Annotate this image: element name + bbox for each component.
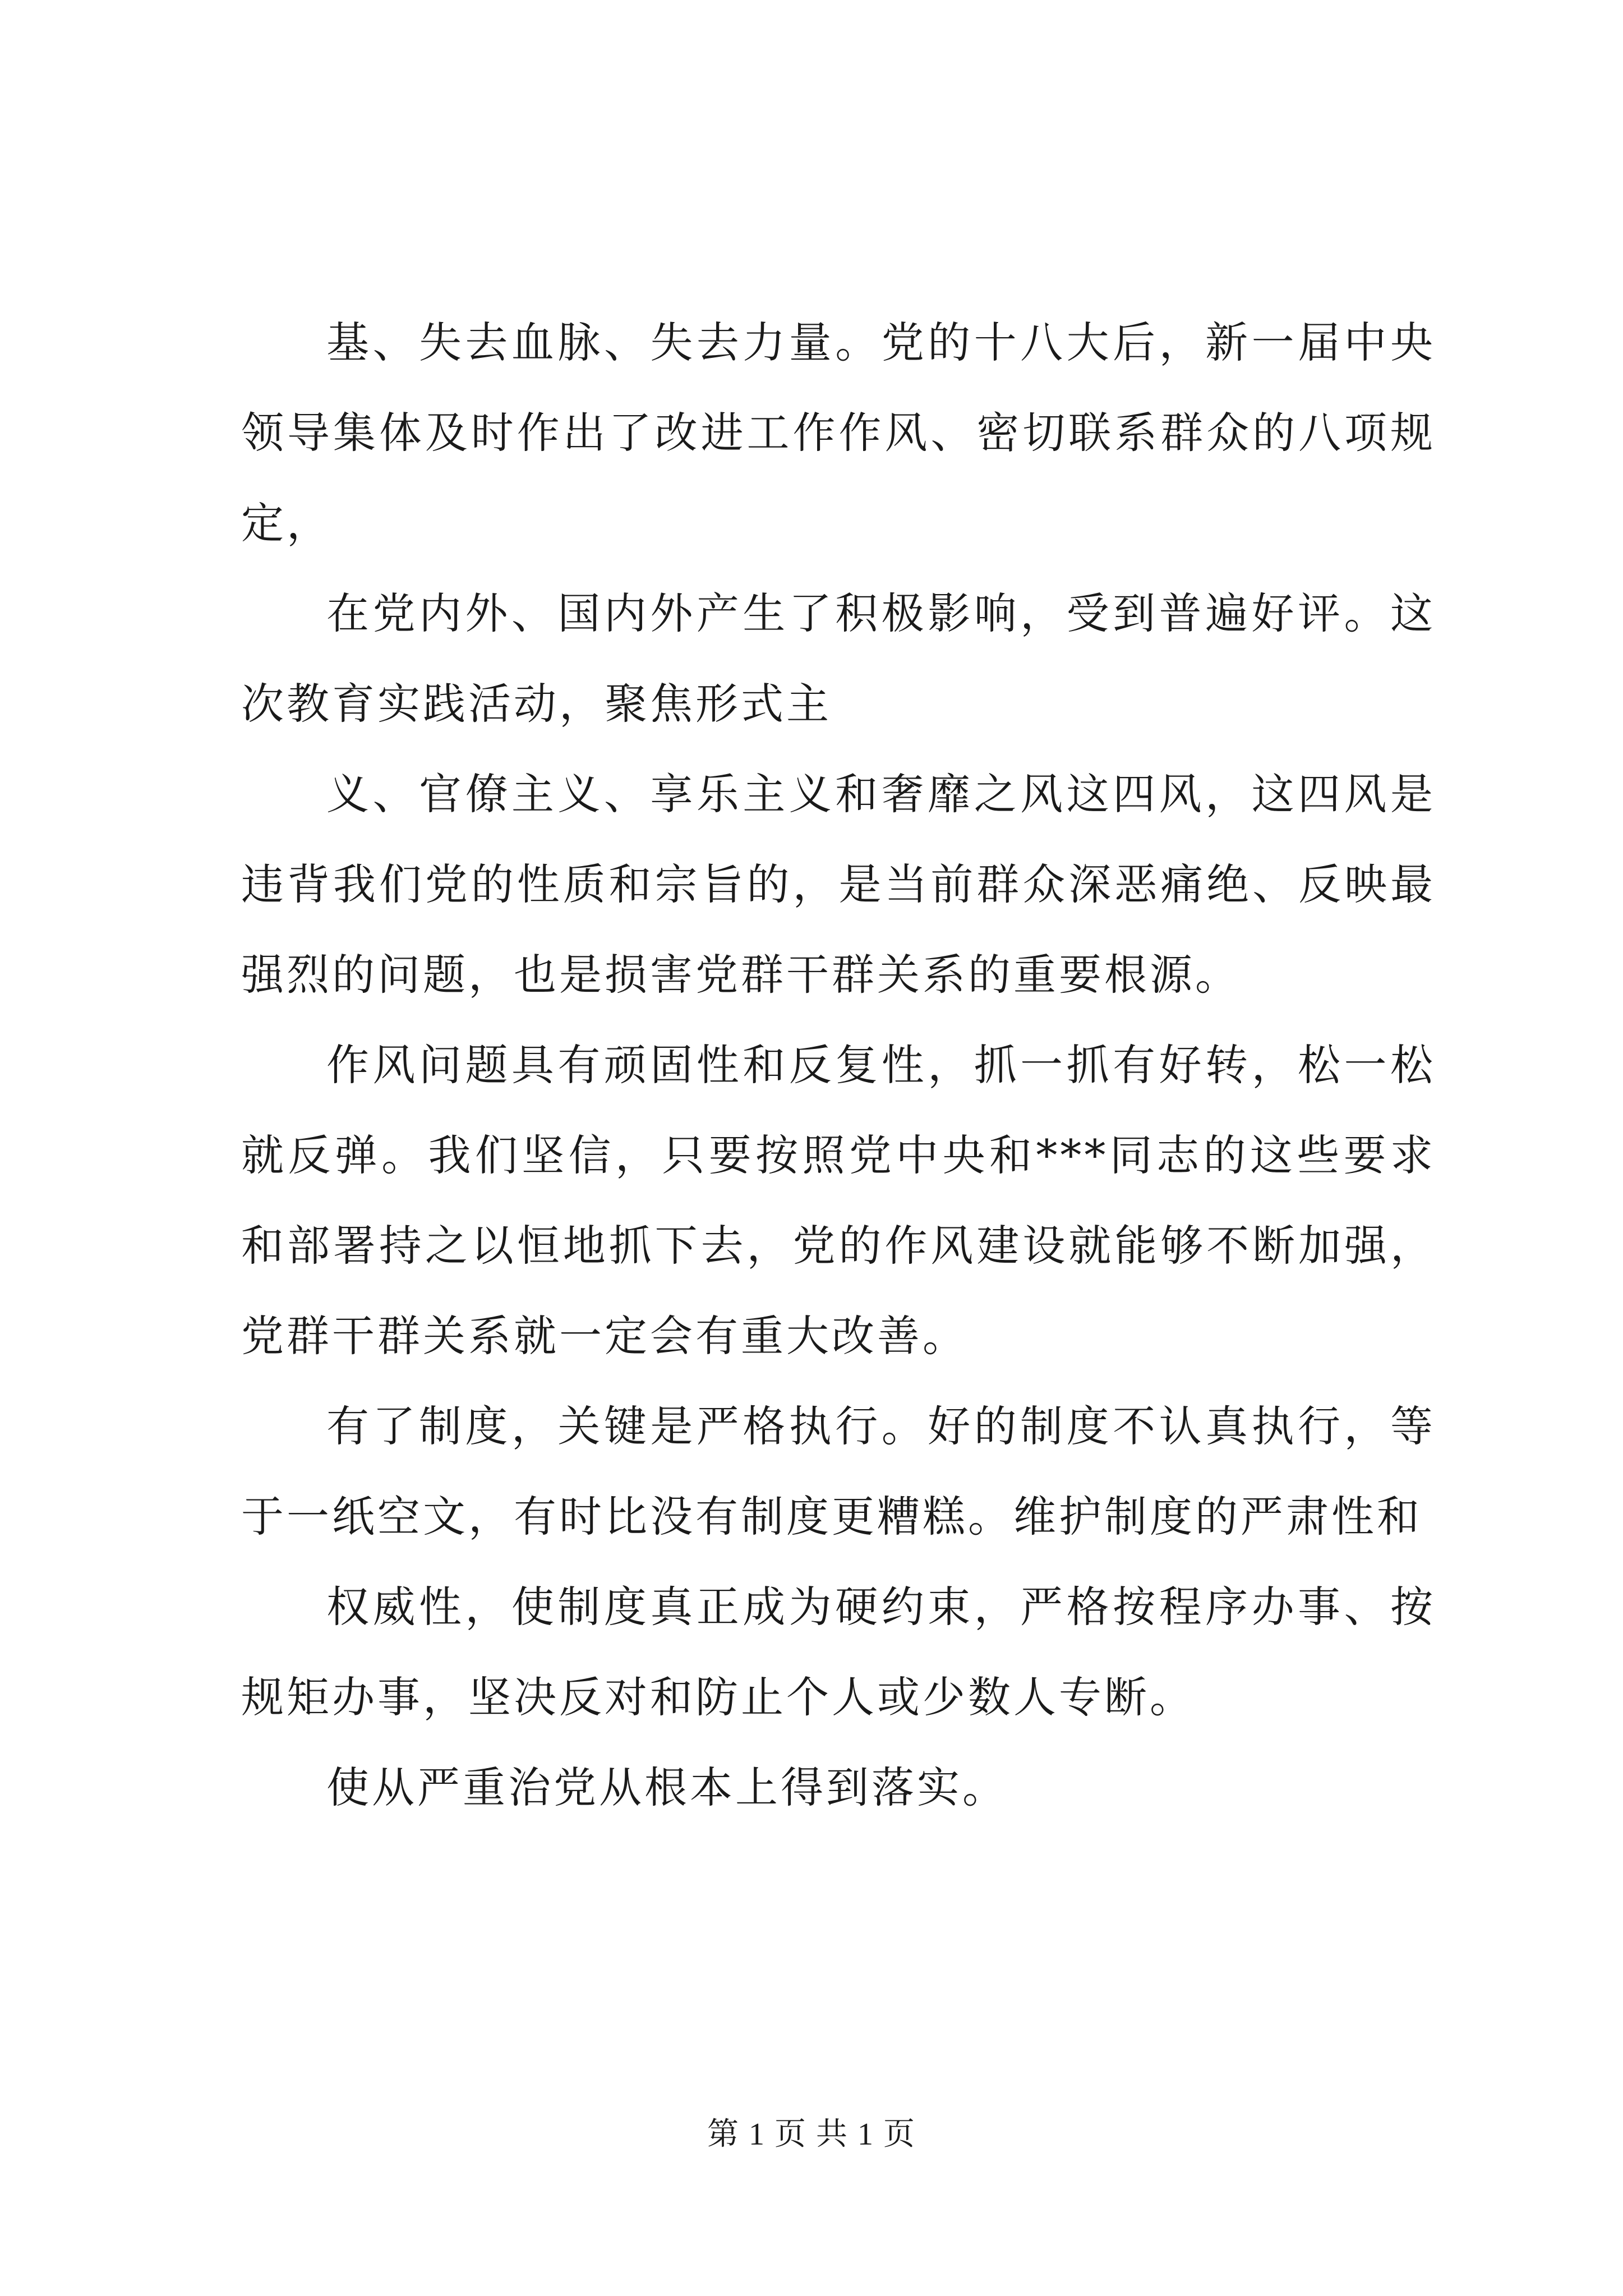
page-footer: 第 1 页 共 1 页 (707, 2117, 916, 2152)
document-body (241, 297, 1436, 1833)
paragraph-7: 使从严重治党从根本上得到落实。 (326, 1763, 1008, 1812)
paragraph-2: 在党内外、国内外产生了积极影响，受到普遍好评。这次教育实践活动，聚焦形式主 (241, 588, 1436, 729)
paragraph-1: 基、失去血脉、失去力量。党的十八大后，新一届中央领导集体及时作出了改进工作作风、密切联系群众的八项规定， (241, 318, 1436, 548)
paragraph-3: 义、官僚主义、享乐主义和奢靡之风这四风，这四风是违背我们党的性质和宗旨的，是当前群众深恶痛绝、反映最强烈的问题，也是损害党群干群关系的重要根源。 (241, 769, 1436, 1000)
paragraph-6: 权威性，使制度真正成为硬约束，严格按程序办事、按规矩办事，坚决反对和防止个人或少数人专断。 (241, 1582, 1436, 1722)
paragraph-5: 有了制度，关键是严格执行。好的制度不认真执行，等于一纸空文，有时比没有制度更糟糕。维护制度的严肃性和 (241, 1401, 1436, 1542)
paragraph-4: 作风问题具有顽固性和反复性，抓一抓有好转，松一松就反弹。我们坚信，只要按照党中央和***同志的这些要求和部署持之以恒地抓下去，党的作风建设就能够不断加强，党群干群关系就一定会有重大改善。 (241, 1040, 1436, 1361)
